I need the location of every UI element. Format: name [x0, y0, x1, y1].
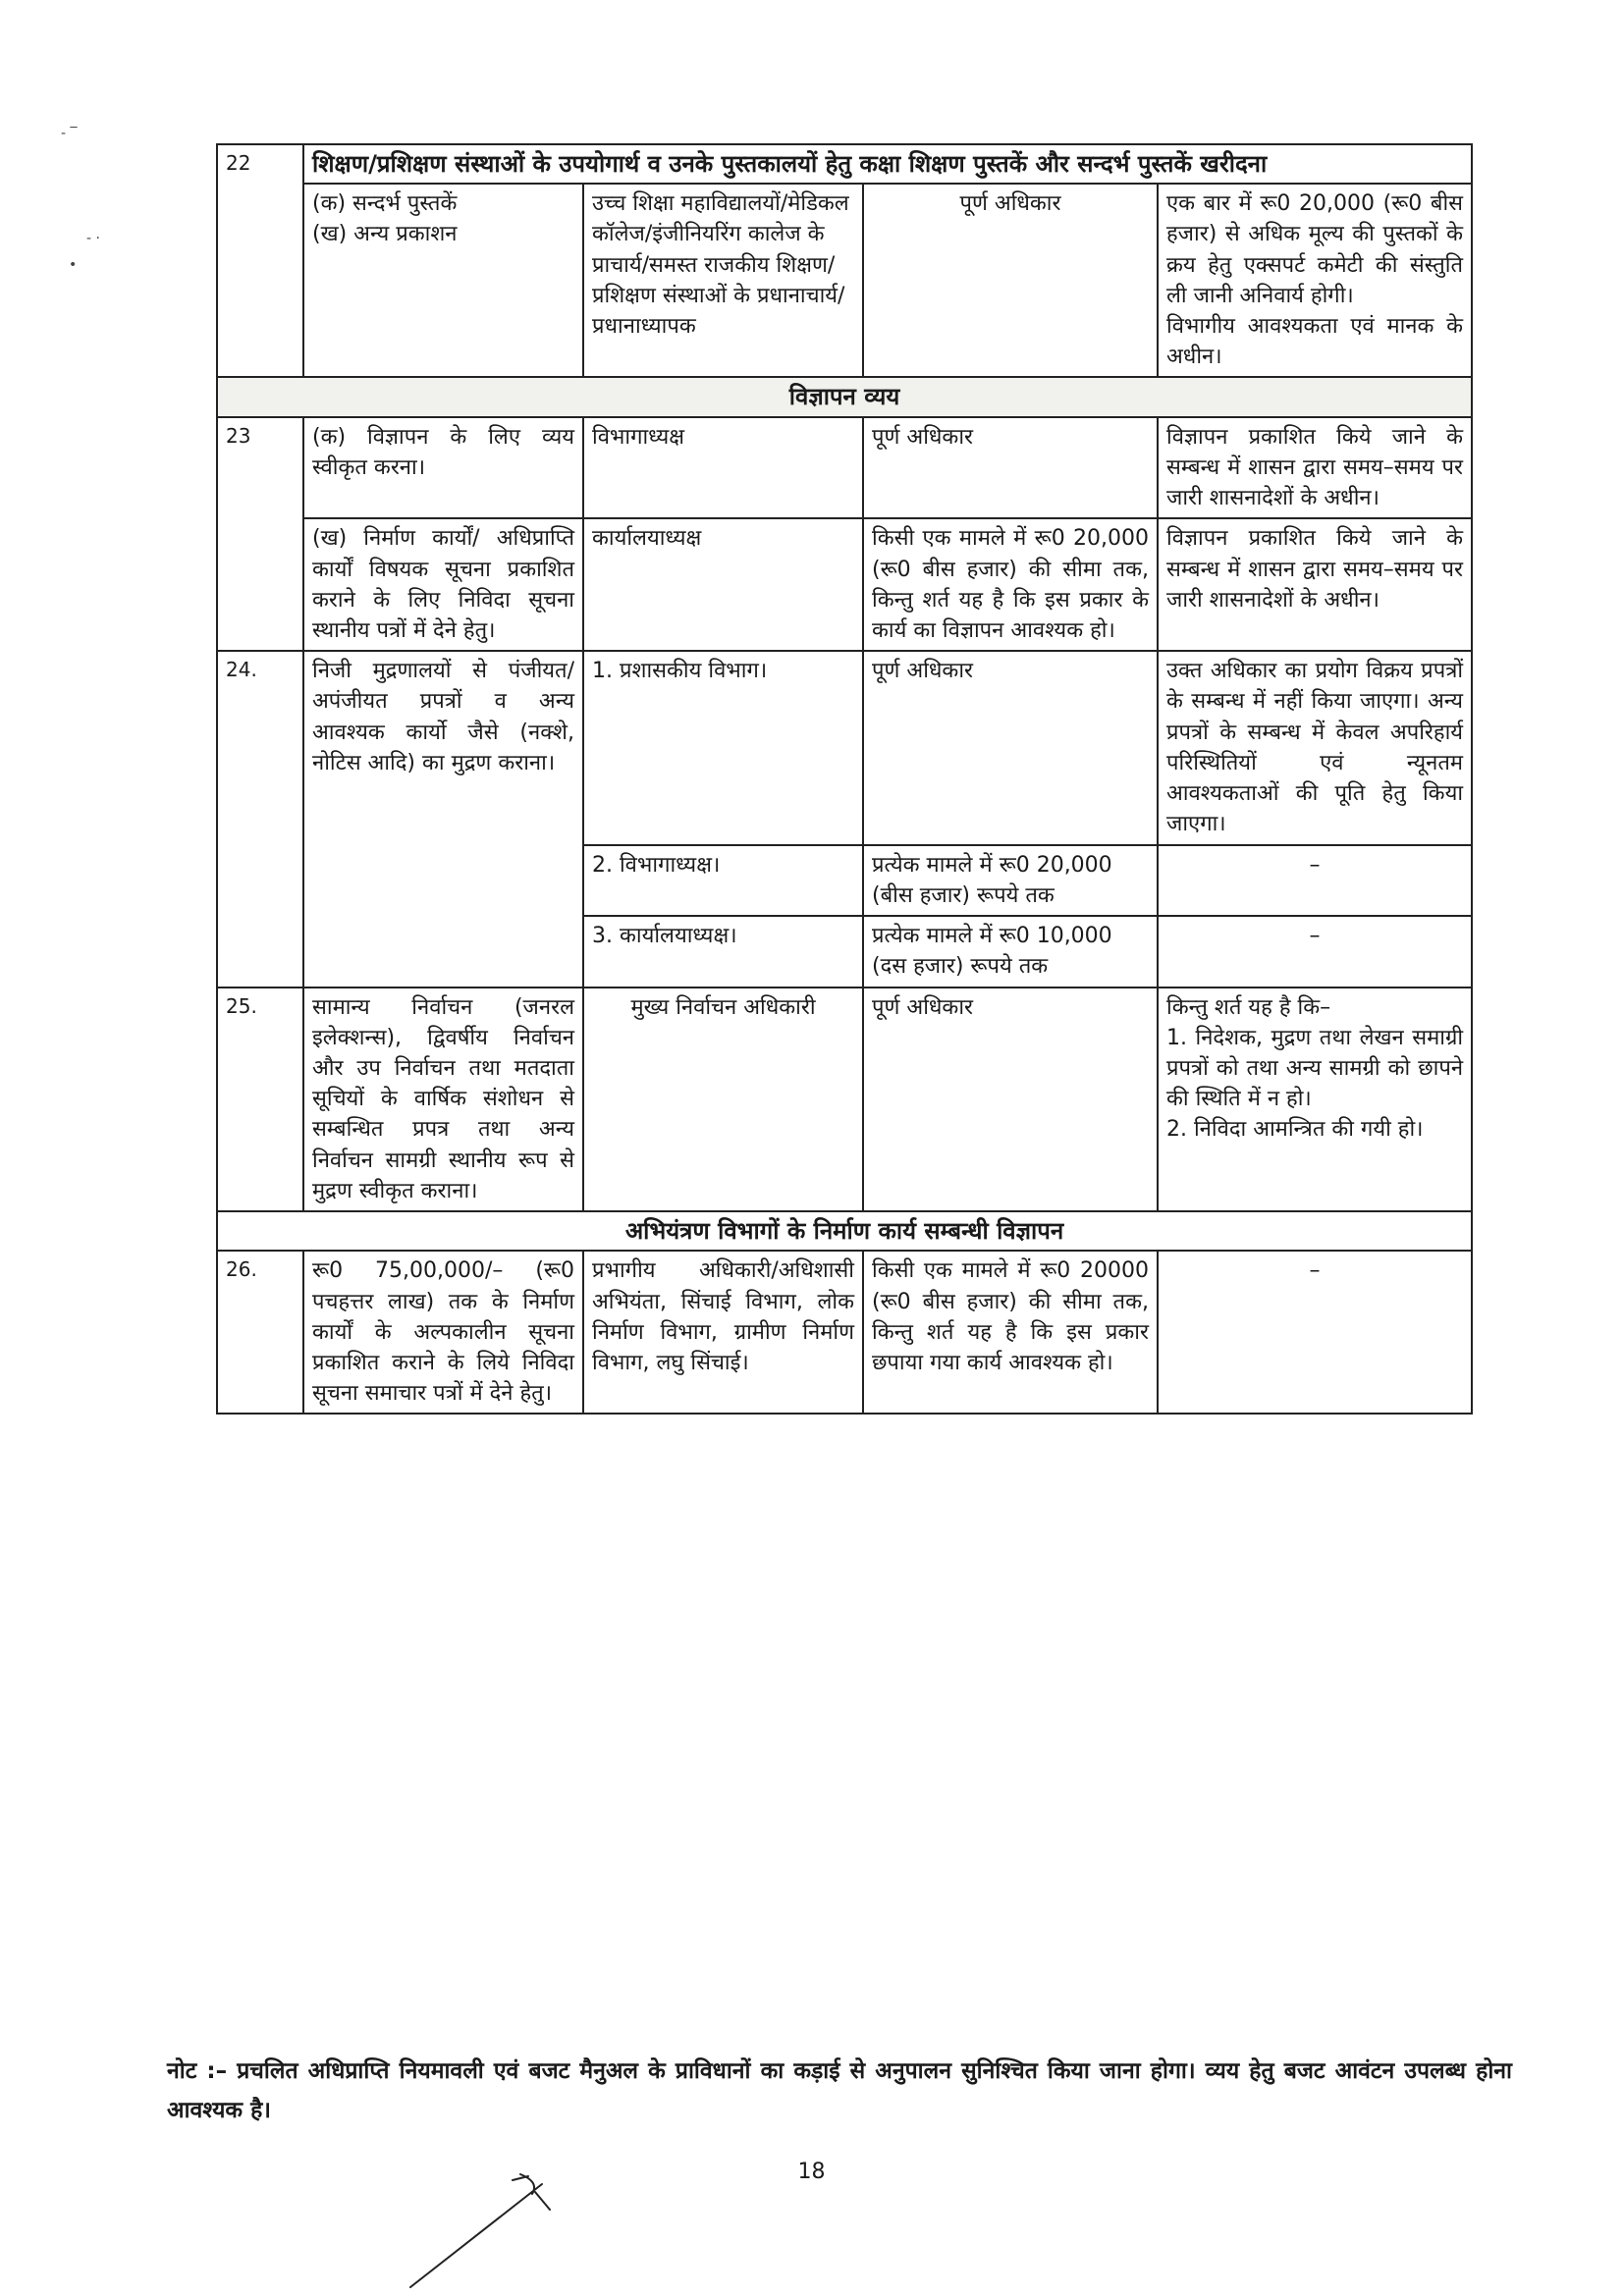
table-row-24-1 [217, 651, 1472, 844]
section-row [217, 1211, 1472, 1251]
table-row-26 [217, 1251, 1472, 1414]
authority-cell: उच्च शिक्षा महाविद्यालयों/मेडिकल कॉलेज/इंजीनियरिंग कालेज के प्राचार्य/समस्त राजकीय शिक्षण/प्रशिक्षण संस्थाओं के प्रधानाचार्य/ प्रधानाध्यापक [583, 184, 863, 377]
remarks-text: एक बार में रू0 20,000 (रू0 बीस हजार) से अधिक मूल्य की पुस्तकों के क्रय हेतु एक्सपर्ट कमेटी की संस्तुति ली जानी अनिवार्य होगी। [1166, 191, 1464, 308]
item-cell: सामान्य निर्वाचन (जनरल इलेक्शन्स), द्विवर्षीय निर्वाचन और उप निर्वाचन तथा मतदाता सूचियों के वार्षिक संशोधन से सम्बन्धित प्रपत्र तथा अन्य निर्वाचन सामग्री स्थानीय रूप से मुद्रण स्वीकृत कराना। [303, 988, 583, 1212]
remarks-text: विभागीय आवश्यकता एवं मानक के अधीन। [1166, 314, 1464, 370]
table-row-23a [217, 417, 1472, 519]
remarks-text: किन्तु शर्त यह है कि– [1166, 994, 1331, 1020]
table-row-23b [217, 518, 1472, 651]
remarks-cell: विज्ञापन प्रकाशित किये जाने के सम्बन्ध में शासन द्वारा समय–समय पर जारी शासनादेशों के अधीन। [1158, 417, 1472, 519]
item-text: (क) सन्दर्भ पुस्तकें [312, 191, 458, 217]
item-cell [303, 184, 583, 377]
table-row-22 [217, 144, 1472, 184]
remarks-text: 1. निदेशक, मुद्रण तथा लेखन समाग्री प्रपत्रों को तथा अन्य सामग्री को छापने की स्थिति में न हो। [1166, 1025, 1464, 1112]
limit-cell: पूर्ण अधिकार [863, 417, 1158, 519]
authority-cell: 1. प्रशासकीय विभाग। [583, 651, 863, 844]
limit-cell: किसी एक मामले में रू0 20,000 (रू0 बीस हजार) की सीमा तक, किन्तु शर्त यह है कि इस प्रकार के कार्य का विज्ञापन आवश्यक हो। [863, 518, 1158, 651]
authority-cell: 3. कार्यालयाध्यक्ष। [583, 916, 863, 987]
authority-cell: प्रभागीय अधिकारी/अधिशासी अभियंता, सिंचाई विभाग, लोक निर्माण विभाग, ग्रामीण निर्माण विभाग, लघु सिंचाई। [583, 1251, 863, 1414]
item-cell: निजी मुद्रणालयों से पंजीयत/अपंजीयत प्रपत्रों व अन्य आवश्यक कार्यो जैसे (नक्शे, नोटिस आदि) का मुद्रण कराना। [303, 651, 583, 987]
table-row-22-detail [217, 184, 1472, 377]
scan-speck: - · [86, 231, 100, 246]
footer-note: नोट :– प्रचलित अधिप्राप्ति नियमावली एवं बजट मैनुअल के प्राविधानों का कड़ाई से अनुपालन सुनिश्चित किया जाना होगा। व्यय हेतु बजट आवंटन उपलब्ध होना आवश्यक है। [167, 2058, 1512, 2124]
section-heading: अभियंत्रण विभागों के निर्माण कार्य सम्बन्धी विज्ञापन [217, 1211, 1472, 1251]
authority-cell: मुख्य निर्वाचन अधिकारी [583, 988, 863, 1212]
table-row-25 [217, 988, 1472, 1212]
page-number: 18 [797, 2160, 826, 2184]
authority-cell: विभागाध्यक्ष [583, 417, 863, 519]
row-number: 24. [217, 651, 303, 987]
section-row [217, 377, 1472, 416]
remarks-cell: उक्त अधिकार का प्रयोग विक्रय प्रपत्रों के सम्बन्ध में नहीं किया जाएगा। अन्य प्रपत्रों के सम्बन्ध में केवल अपरिहार्य परिस्थितियों एवं न्यूनतम आवश्यकताओं की पूति हेतु किया जाएगा। [1158, 651, 1472, 844]
item-text: (ख) अन्य प्रकाशन [312, 222, 458, 247]
limit-cell: पूर्ण अधिकार [863, 184, 1158, 377]
remarks-text: 2. निविदा आमन्त्रित की गयी हो। [1166, 1117, 1424, 1143]
row-number: 26. [217, 1251, 303, 1414]
remarks-cell [1158, 184, 1472, 377]
limit-cell: पूर्ण अधिकार [863, 988, 1158, 1212]
item-cell: (ख) निर्माण कार्यों/ अधिप्राप्ति कार्यों विषयक सूचना प्रकाशित कराने के लिए निविदा सूचना स्थानीय पत्रों में देने हेतु। [303, 518, 583, 651]
item-cell: (क) विज्ञापन के लिए व्यय स्वीकृत करना। [303, 417, 583, 519]
limit-cell: पूर्ण अधिकार [863, 651, 1158, 844]
remarks-cell: – [1158, 916, 1472, 987]
scan-speck: - ‾ [61, 126, 78, 141]
remarks-cell [1158, 988, 1472, 1212]
authority-cell: कार्यालयाध्यक्ष [583, 518, 863, 651]
authority-cell: 2. विभागाध्यक्ष। [583, 845, 863, 916]
delegation-table [216, 143, 1473, 1415]
section-heading: विज्ञापन व्यय [217, 377, 1472, 416]
handwritten-signature [373, 2164, 569, 2292]
limit-cell: प्रत्येक मामले में रू0 10,000 (दस हजार) रूपये तक [863, 916, 1158, 987]
remarks-cell: विज्ञापन प्रकाशित किये जाने के सम्बन्ध में शासन द्वारा समय–समय पर जारी शासनादेशों के अधीन। [1158, 518, 1472, 651]
row-number: 22 [217, 144, 303, 377]
item-cell: रू0 75,00,000/– (रू0 पचहत्तर लाख) तक के निर्माण कार्यों के अल्पकालीन सूचना प्रकाशित कराने के लिये निविदा सूचना समाचार पत्रों में देने हेतु। [303, 1251, 583, 1414]
row-number: 25. [217, 988, 303, 1212]
remarks-cell: – [1158, 845, 1472, 916]
limit-cell: प्रत्येक मामले में रू0 20,000 (बीस हजार) रूपये तक [863, 845, 1158, 916]
row-heading: शिक्षण/प्रशिक्षण संस्थाओं के उपयोगार्थ व उनके पुस्तकालयों हेतु कक्षा शिक्षण पुस्तकें और सन्दर्भ पुस्तकें खरीदना [303, 144, 1472, 184]
row-number: 23 [217, 417, 303, 652]
remarks-cell: – [1158, 1251, 1472, 1414]
limit-cell: किसी एक मामले में रू0 20000 (रू0 बीस हजार) की सीमा तक, किन्तु शर्त यह है कि इस प्रकार छपाया गया कार्य आवश्यक हो। [863, 1251, 1158, 1414]
scan-speck: • [69, 257, 78, 273]
